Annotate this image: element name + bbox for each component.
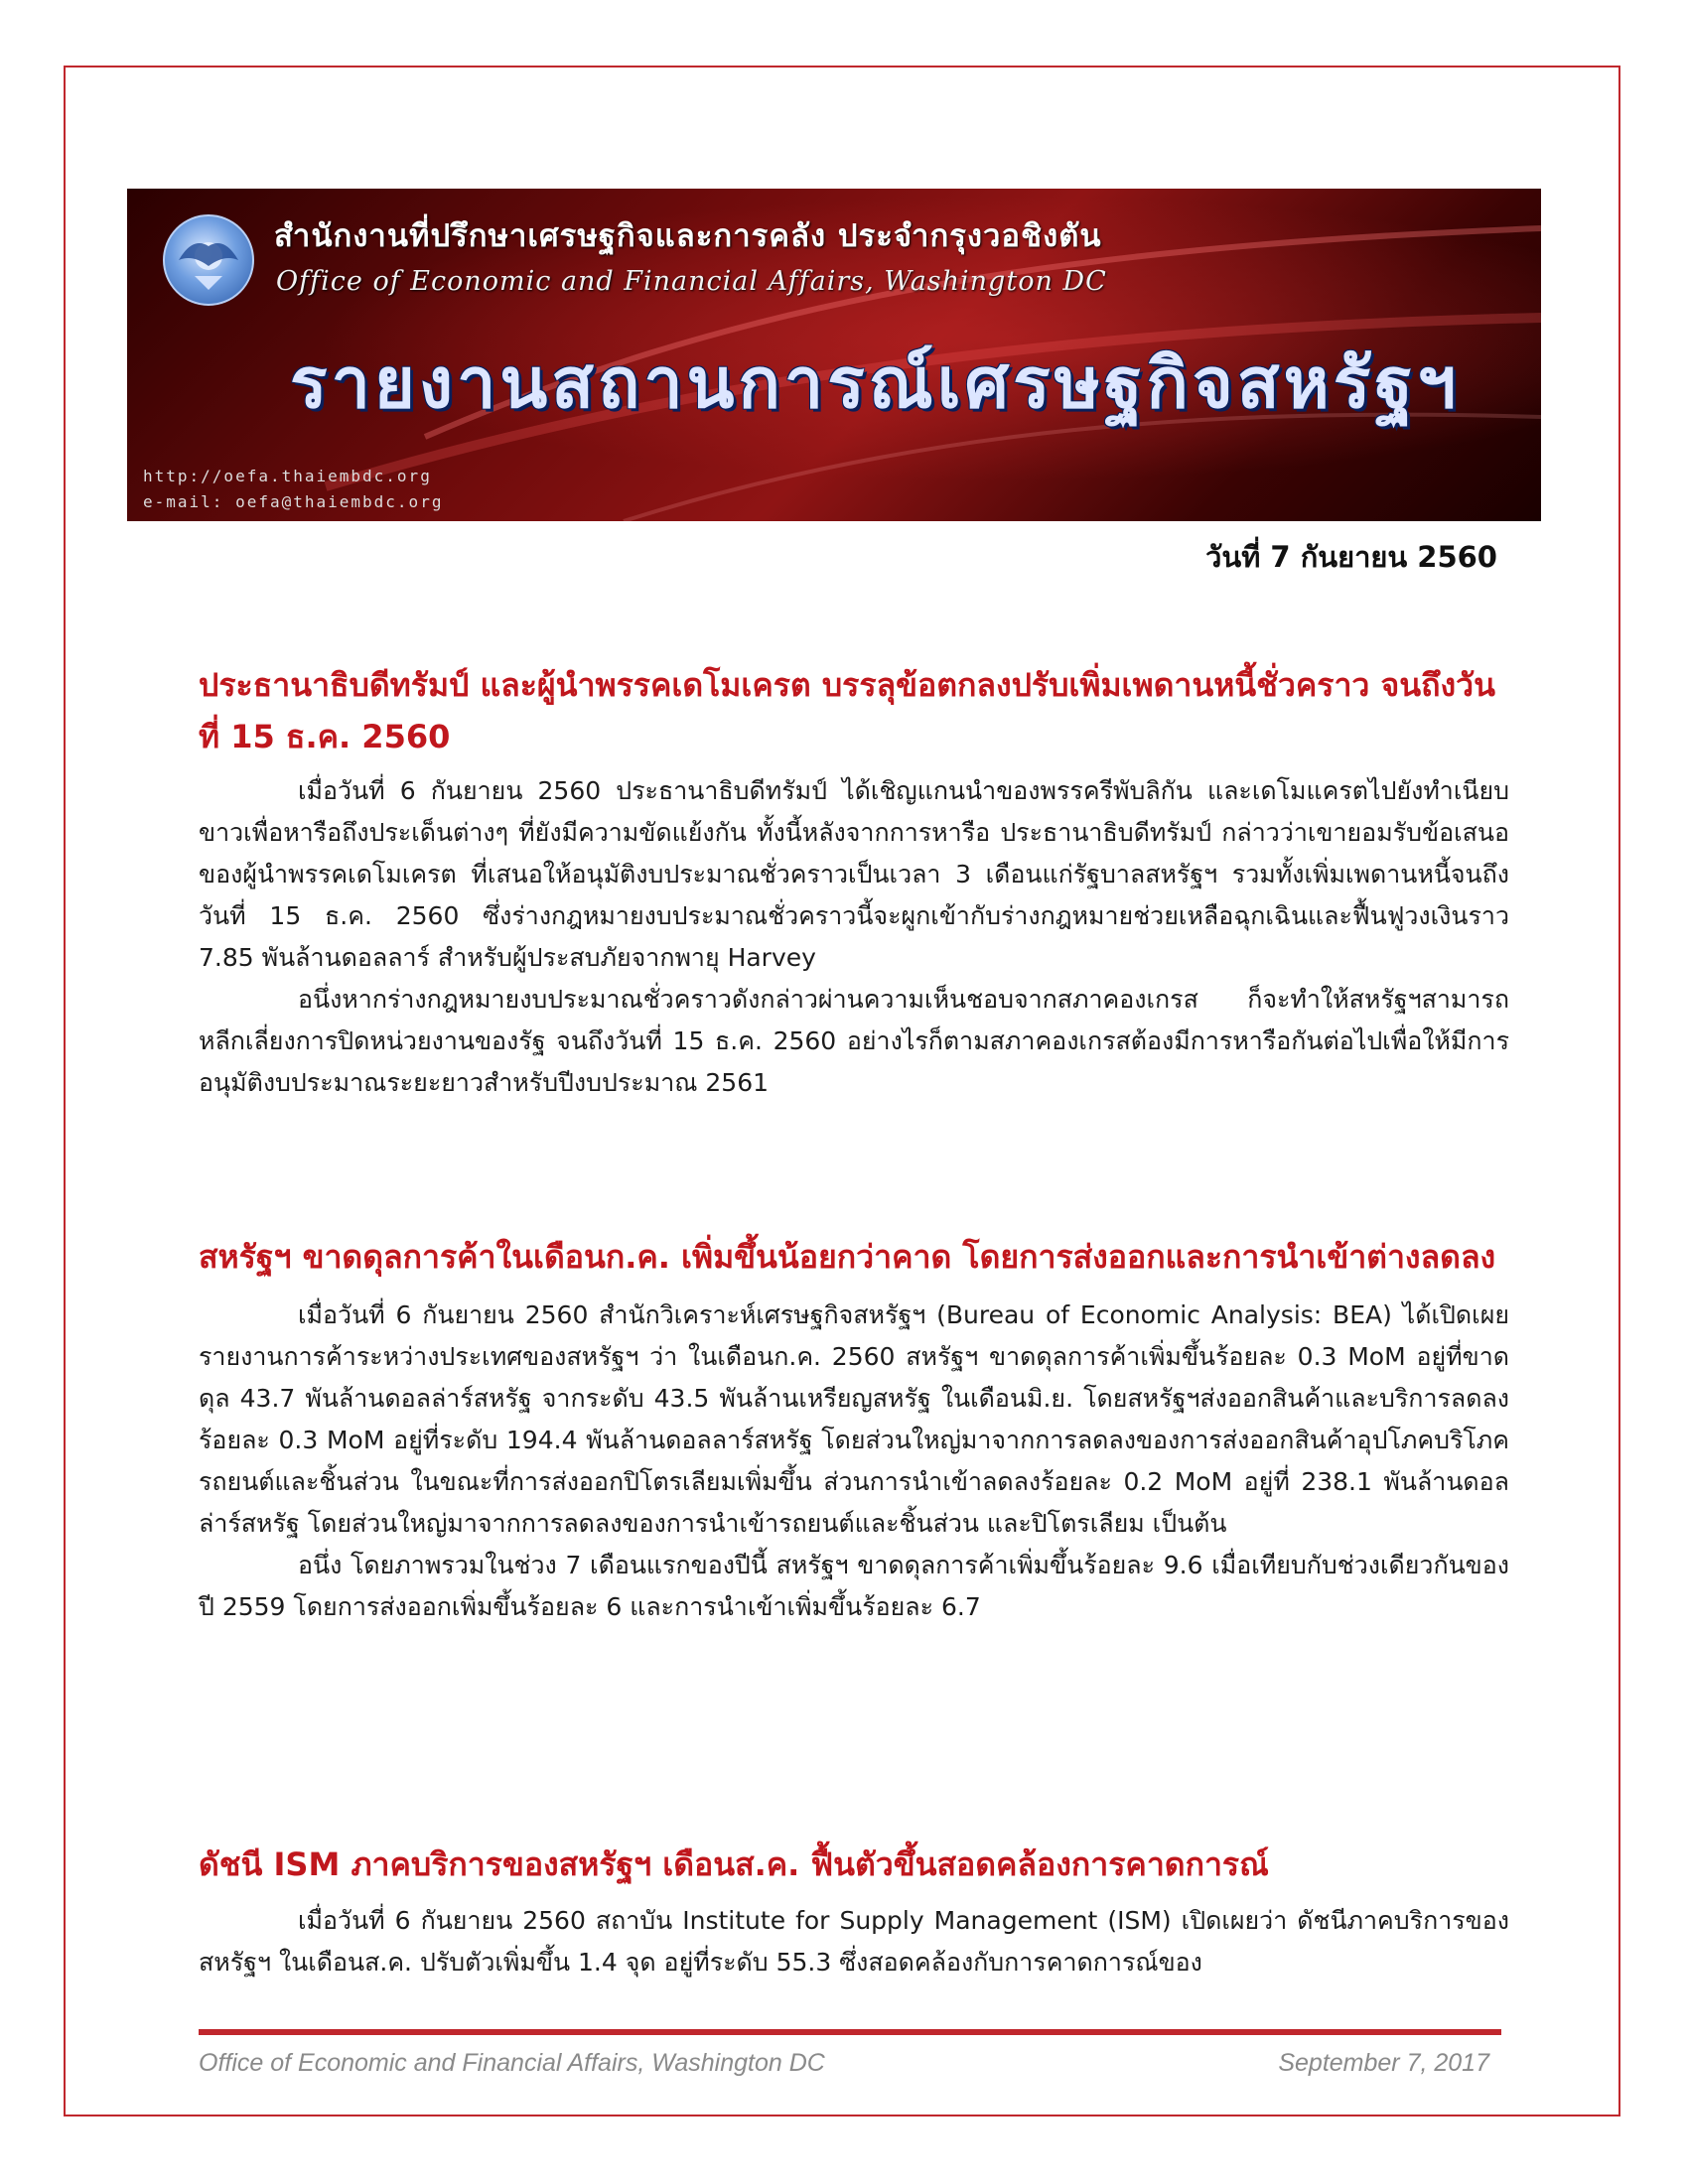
footer-organization: Office of Economic and Financial Affairs, Washington DC: [199, 2049, 825, 2077]
article-paragraph: อนึ่งหากร่างกฎหมายงบประมาณชั่วคราวดังกล่าวผ่านความเห็นชอบจากสภาคองเกรส ก็จะทำให้สหรัฐฯสามารถหลีกเลี่ยงการปิดหน่วยงานของรัฐ จนถึงวันที่ 15 ธ.ค. 2560 อย่างไรก็ตามสภาคองเกรสต้องมีการหารือกันต่อไปเพื่อให้มีการอนุมัติงบประมาณระยะยาวสำหรับปีงบประมาณ 2561: [199, 985, 1509, 1097]
article-paragraph: อนึ่ง โดยภาพรวมในช่วง 7 เดือนแรกของปีนี้ สหรัฐฯ ขาดดุลการค้าเพิ่มขึ้นร้อยละ 9.6 เมื่อเทียบกับช่วงเดียวกันของปี 2559 โดยการส่งออกเพิ่มขึ้นร้อยละ 6 และการนำเข้าเพิ่มขึ้นร้อยละ 6.7: [199, 1551, 1509, 1621]
report-title: รายงานสถานการณ์เศรษฐกิจสหรัฐฯ: [290, 342, 1461, 424]
article-headline: ดัชนี ISM ภาคบริการของสหรัฐฯ เดือนส.ค. ฟื้นตัวขึ้นสอดคล้องการคาดการณ์: [199, 1845, 1269, 1883]
article-headline: ประธานาธิบดีทรัมป์ และผู้นำพรรคเดโมเครต บรรลุข้อตกลงปรับเพิ่มเพดานหนี้ชั่วคราว จนถึงวันที่ 15 ธ.ค. 2560: [199, 666, 1495, 755]
org-name-thai: สำนักงานที่ปรึกษาเศรษฐกิจและการคลัง ประจำกรุงวอชิงตัน: [274, 218, 1102, 254]
article-paragraph: เมื่อวันที่ 6 กันยายน 2560 ประธานาธิบดีทรัมป์ ได้เชิญแกนนำของพรรครีพับลิกัน และเดโมแครตไปยังทำเนียบขาวเพื่อหารือถึงประเด็นต่างๆ ที่ยังมีความขัดแย้งกัน ทั้งนี้หลังจากการหารือ ประธานาธิบดีทรัมป์ กล่าวว่าเขายอมรับข้อเสนอของผู้นำพรรคเดโมเครต ที่เสนอให้อนุมัติงบประมาณชั่วคราวเป็นเวลา 3 เดือนแก่รัฐบาลสหรัฐฯ รวมทั้งเพิ่มเพดานหนี้จนถึงวันที่ 15 ธ.ค. 2560 ซึ่งร่างกฎหมายงบประมาณชั่วคราวนี้จะผูกเข้ากับร่างกฎหมายช่วยเหลือฉุกเฉินและฟื้นฟูวงเงินราว 7.85 พันล้านดอลลาร์ สำหรับผู้ประสบภัยจากพายุ Harvey: [199, 776, 1509, 972]
article-paragraph: เมื่อวันที่ 6 กันยายน 2560 สถาบัน Institute for Supply Management (ISM) เปิดเผยว่า ดัชนีภาคบริการของสหรัฐฯ ในเดือนส.ค. ปรับตัวเพิ่มขึ้น 1.4 จุด อยู่ที่ระดับ 55.3 ซึ่งสอดคล้องกับการคาดการณ์ของ: [199, 1906, 1509, 1977]
report-date: วันที่ 7 กันยายน 2560: [1205, 540, 1497, 574]
article-paragraph: เมื่อวันที่ 6 กันยายน 2560 สำนักวิเคราะห์เศรษฐกิจสหรัฐฯ (Bureau of Economic Analysis: BEA) ได้เปิดเผยรายงานการค้าระหว่างประเทศของสหรัฐฯ ว่า ในเดือนก.ค. 2560 สหรัฐฯ ขาดดุลการค้าเพิ่มขึ้นร้อยละ 0.3 MoM อยู่ที่ขาดดุล 43.7 พันล้านดอลล่าร์สหรัฐ จากระดับ 43.5 พันล้านเหรียญสหรัฐ ในเดือนมิ.ย. โดยสหรัฐฯส่งออกสินค้าและบริการลดลงร้อยละ 0.3 MoM อยู่ที่ระดับ 194.4 พันล้านดอลลาร์สหรัฐ โดยส่วนใหญ่มาจากการลดลงของการส่งออกสินค้าอุปโภคบริโภค รถยนต์และชิ้นส่วน ในขณะที่การส่งออกปิโตรเลียมเพิ่มขึ้น ส่วนการนำเข้าลดลงร้อยละ 0.2 MoM อยู่ที่ 238.1 พันล้านดอลล่าร์สหรัฐ โดยส่วนใหญ่มาจากการลดลงของการนำเข้ารถยนต์และชิ้นส่วน และปิโตรเลียม เป็นต้น: [199, 1300, 1509, 1538]
header-banner: [127, 189, 1541, 521]
footer-date: September 7, 2017: [1278, 2049, 1489, 2077]
article-2: [199, 1231, 1509, 1628]
org-name-english: Office of Economic and Financial Affairs, Washington DC: [276, 266, 1107, 297]
footer-rule: [199, 2029, 1501, 2035]
contact-email[interactable]: e-mail: oefa@thaiembdc.org: [143, 492, 444, 511]
article-3: [199, 1839, 1509, 1983]
garuda-seal-icon: [163, 214, 254, 306]
website-url[interactable]: http://oefa.thaiembdc.org: [143, 467, 432, 485]
article-headline: สหรัฐฯ ขาดดุลการค้าในเดือนก.ค. เพิ่มขึ้นน้อยกว่าคาด โดยการส่งออกและการนำเข้าต่างลดลง: [199, 1238, 1496, 1276]
article-1: [199, 659, 1509, 1104]
